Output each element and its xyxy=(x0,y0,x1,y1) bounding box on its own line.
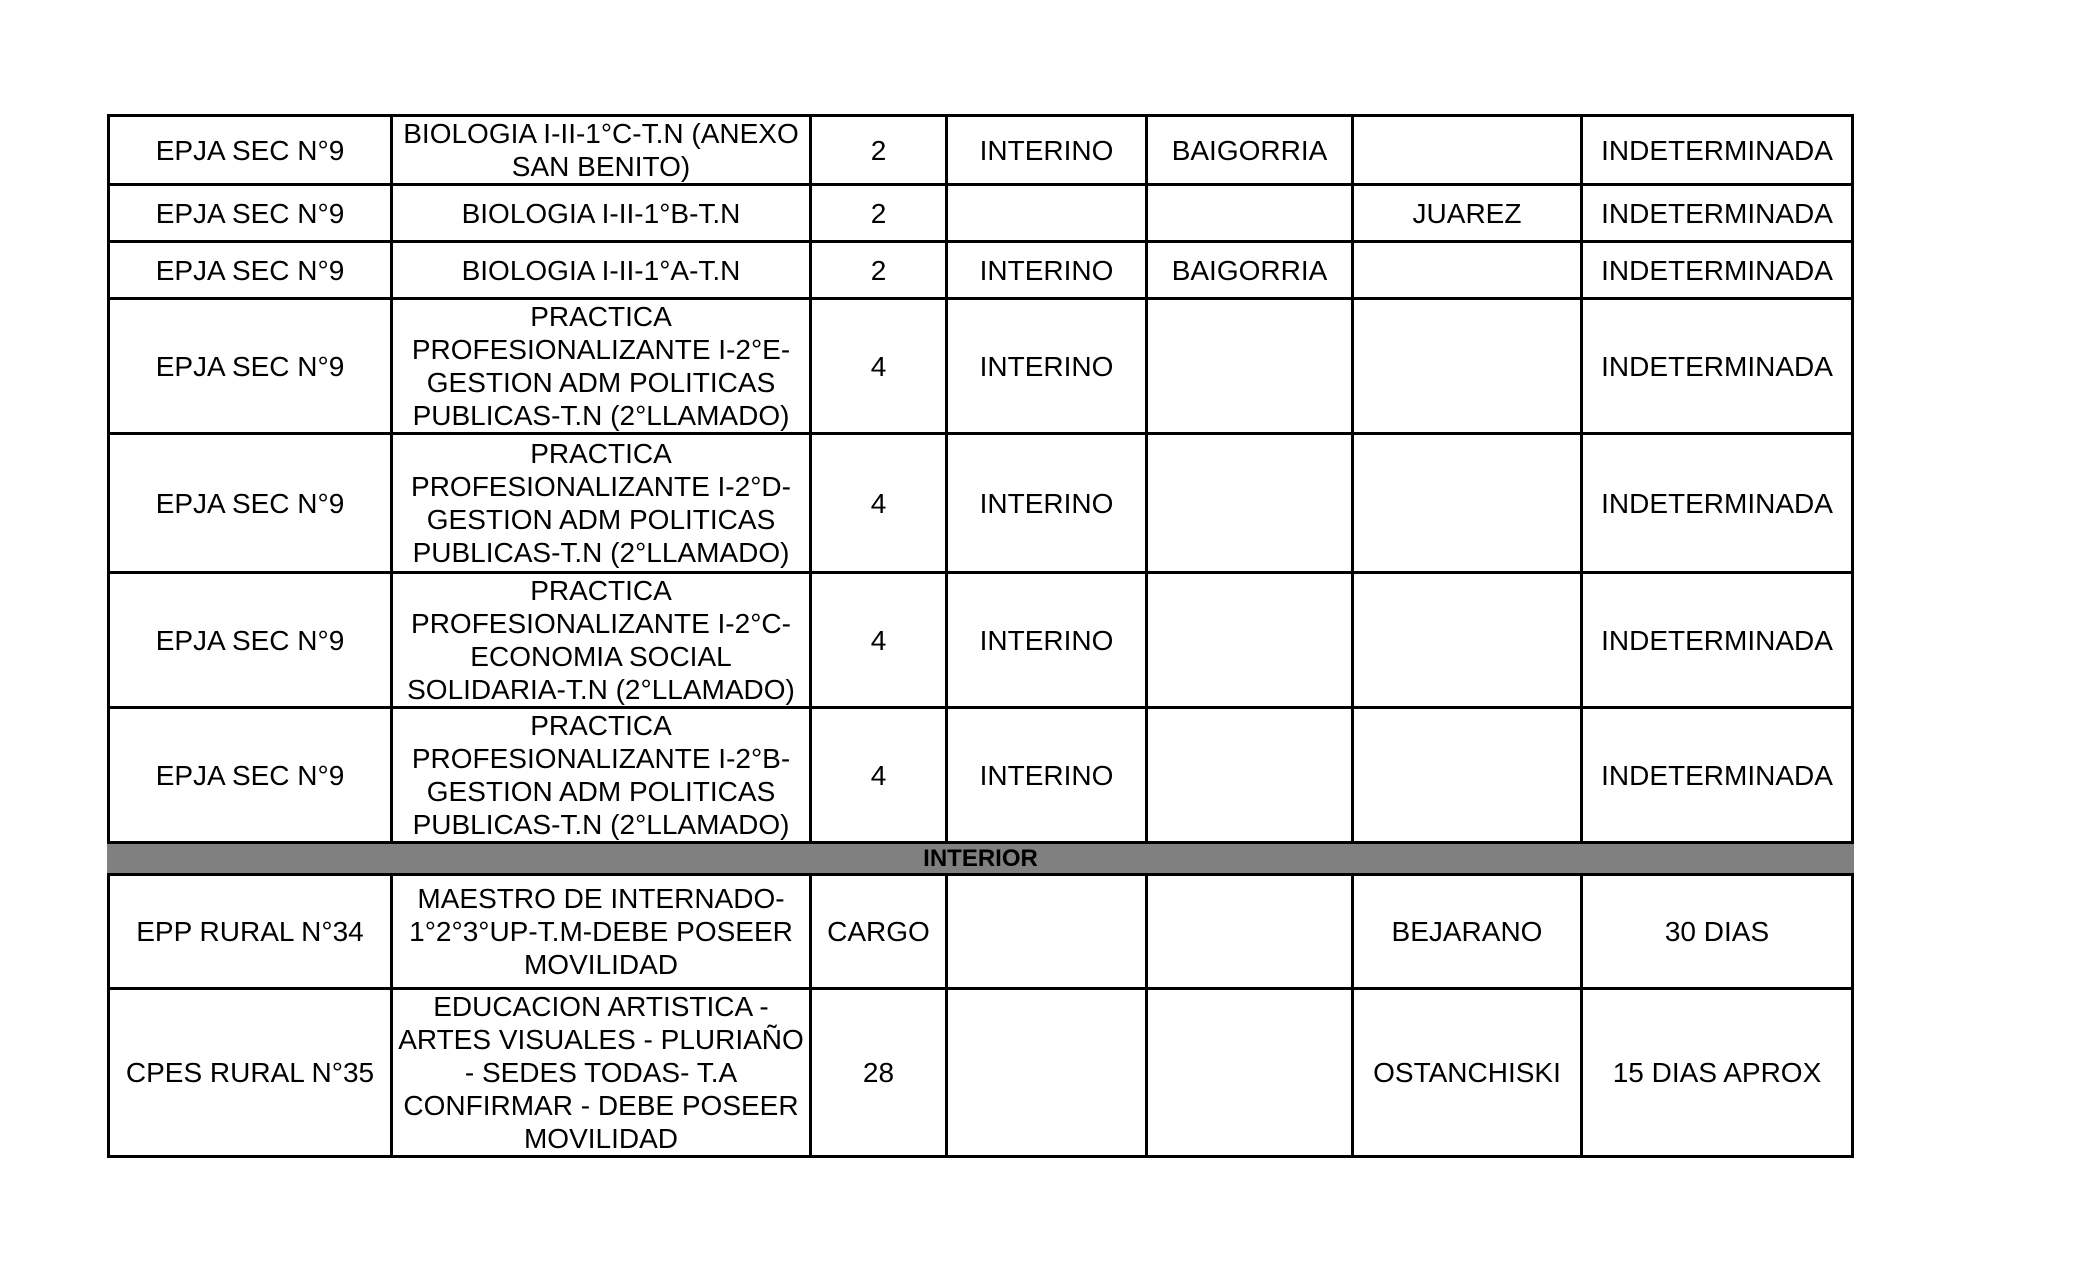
table-row xyxy=(109,875,1853,989)
name-cell xyxy=(1147,708,1353,843)
type-cell: INTERINO xyxy=(947,708,1147,843)
alt-name-cell: OSTANCHISKI xyxy=(1353,989,1582,1157)
name-cell xyxy=(1147,989,1353,1157)
subject-cell: PRACTICA PROFESIONALIZANTE I-2°C-ECONOMIA SOCIAL SOLIDARIA-T.N (2°LLAMADO) xyxy=(392,573,811,708)
hours-cell: 4 xyxy=(811,299,947,434)
subject-cell: PRACTICA PROFESIONALIZANTE I-2°D-GESTION ADM POLITICAS PUBLICAS-T.N (2°LLAMADO) xyxy=(392,434,811,573)
duration-cell: INDETERMINADA xyxy=(1582,185,1853,242)
section-header-interior: INTERIOR xyxy=(109,843,1853,875)
type-cell: INTERINO xyxy=(947,573,1147,708)
alt-name-cell xyxy=(1353,116,1582,185)
table-row xyxy=(109,573,1853,708)
duration-cell: 30 DIAS xyxy=(1582,875,1853,989)
hours-cell: 4 xyxy=(811,708,947,843)
school-cell: EPJA SEC N°9 xyxy=(109,573,392,708)
alt-name-cell: JUAREZ xyxy=(1353,185,1582,242)
school-cell: EPJA SEC N°9 xyxy=(109,185,392,242)
table-row xyxy=(109,434,1853,573)
duration-cell: INDETERMINADA xyxy=(1582,299,1853,434)
alt-name-cell xyxy=(1353,573,1582,708)
school-cell: EPJA SEC N°9 xyxy=(109,299,392,434)
subject-cell: MAESTRO DE INTERNADO-1°2°3°UP-T.M-DEBE POSEER MOVILIDAD xyxy=(392,875,811,989)
alt-name-cell: BEJARANO xyxy=(1353,875,1582,989)
type-cell xyxy=(947,185,1147,242)
name-cell xyxy=(1147,434,1353,573)
table-row xyxy=(109,116,1853,185)
subject-cell: BIOLOGIA I-II-1°A-T.N xyxy=(392,242,811,299)
school-cell: EPJA SEC N°9 xyxy=(109,708,392,843)
vacancy-table xyxy=(107,114,1854,1158)
table-row xyxy=(109,708,1853,843)
subject-cell: PRACTICA PROFESIONALIZANTE I-2°E-GESTION ADM POLITICAS PUBLICAS-T.N (2°LLAMADO) xyxy=(392,299,811,434)
subject-cell: BIOLOGIA I-II-1°C-T.N (ANEXO SAN BENITO) xyxy=(392,116,811,185)
alt-name-cell xyxy=(1353,299,1582,434)
table-row xyxy=(109,989,1853,1157)
section-header-row xyxy=(109,843,1853,875)
name-cell xyxy=(1147,185,1353,242)
duration-cell: INDETERMINADA xyxy=(1582,708,1853,843)
table-row xyxy=(109,185,1853,242)
school-cell: EPP RURAL N°34 xyxy=(109,875,392,989)
subject-cell: BIOLOGIA I-II-1°B-T.N xyxy=(392,185,811,242)
school-cell: EPJA SEC N°9 xyxy=(109,242,392,299)
hours-cell: 28 xyxy=(811,989,947,1157)
document-sheet xyxy=(107,114,1851,1158)
type-cell xyxy=(947,989,1147,1157)
duration-cell: INDETERMINADA xyxy=(1582,242,1853,299)
hours-cell: 2 xyxy=(811,116,947,185)
type-cell: INTERINO xyxy=(947,434,1147,573)
table-row xyxy=(109,299,1853,434)
subject-cell: PRACTICA PROFESIONALIZANTE I-2°B-GESTION ADM POLITICAS PUBLICAS-T.N (2°LLAMADO) xyxy=(392,708,811,843)
table-row xyxy=(109,242,1853,299)
type-cell xyxy=(947,875,1147,989)
name-cell xyxy=(1147,875,1353,989)
duration-cell: INDETERMINADA xyxy=(1582,434,1853,573)
alt-name-cell xyxy=(1353,708,1582,843)
alt-name-cell xyxy=(1353,242,1582,299)
duration-cell: 15 DIAS APROX xyxy=(1582,989,1853,1157)
hours-cell: CARGO xyxy=(811,875,947,989)
duration-cell: INDETERMINADA xyxy=(1582,116,1853,185)
school-cell: CPES RURAL N°35 xyxy=(109,989,392,1157)
school-cell: EPJA SEC N°9 xyxy=(109,116,392,185)
type-cell: INTERINO xyxy=(947,242,1147,299)
alt-name-cell xyxy=(1353,434,1582,573)
type-cell: INTERINO xyxy=(947,299,1147,434)
school-cell: EPJA SEC N°9 xyxy=(109,434,392,573)
hours-cell: 2 xyxy=(811,185,947,242)
name-cell xyxy=(1147,573,1353,708)
duration-cell: INDETERMINADA xyxy=(1582,573,1853,708)
type-cell: INTERINO xyxy=(947,116,1147,185)
hours-cell: 4 xyxy=(811,434,947,573)
name-cell: BAIGORRIA xyxy=(1147,116,1353,185)
subject-cell: EDUCACION ARTISTICA - ARTES VISUALES - PLURIAÑO - SEDES TODAS- T.A CONFIRMAR - DEBE POSEER MOVILIDAD xyxy=(392,989,811,1157)
name-cell: BAIGORRIA xyxy=(1147,242,1353,299)
hours-cell: 4 xyxy=(811,573,947,708)
name-cell xyxy=(1147,299,1353,434)
hours-cell: 2 xyxy=(811,242,947,299)
